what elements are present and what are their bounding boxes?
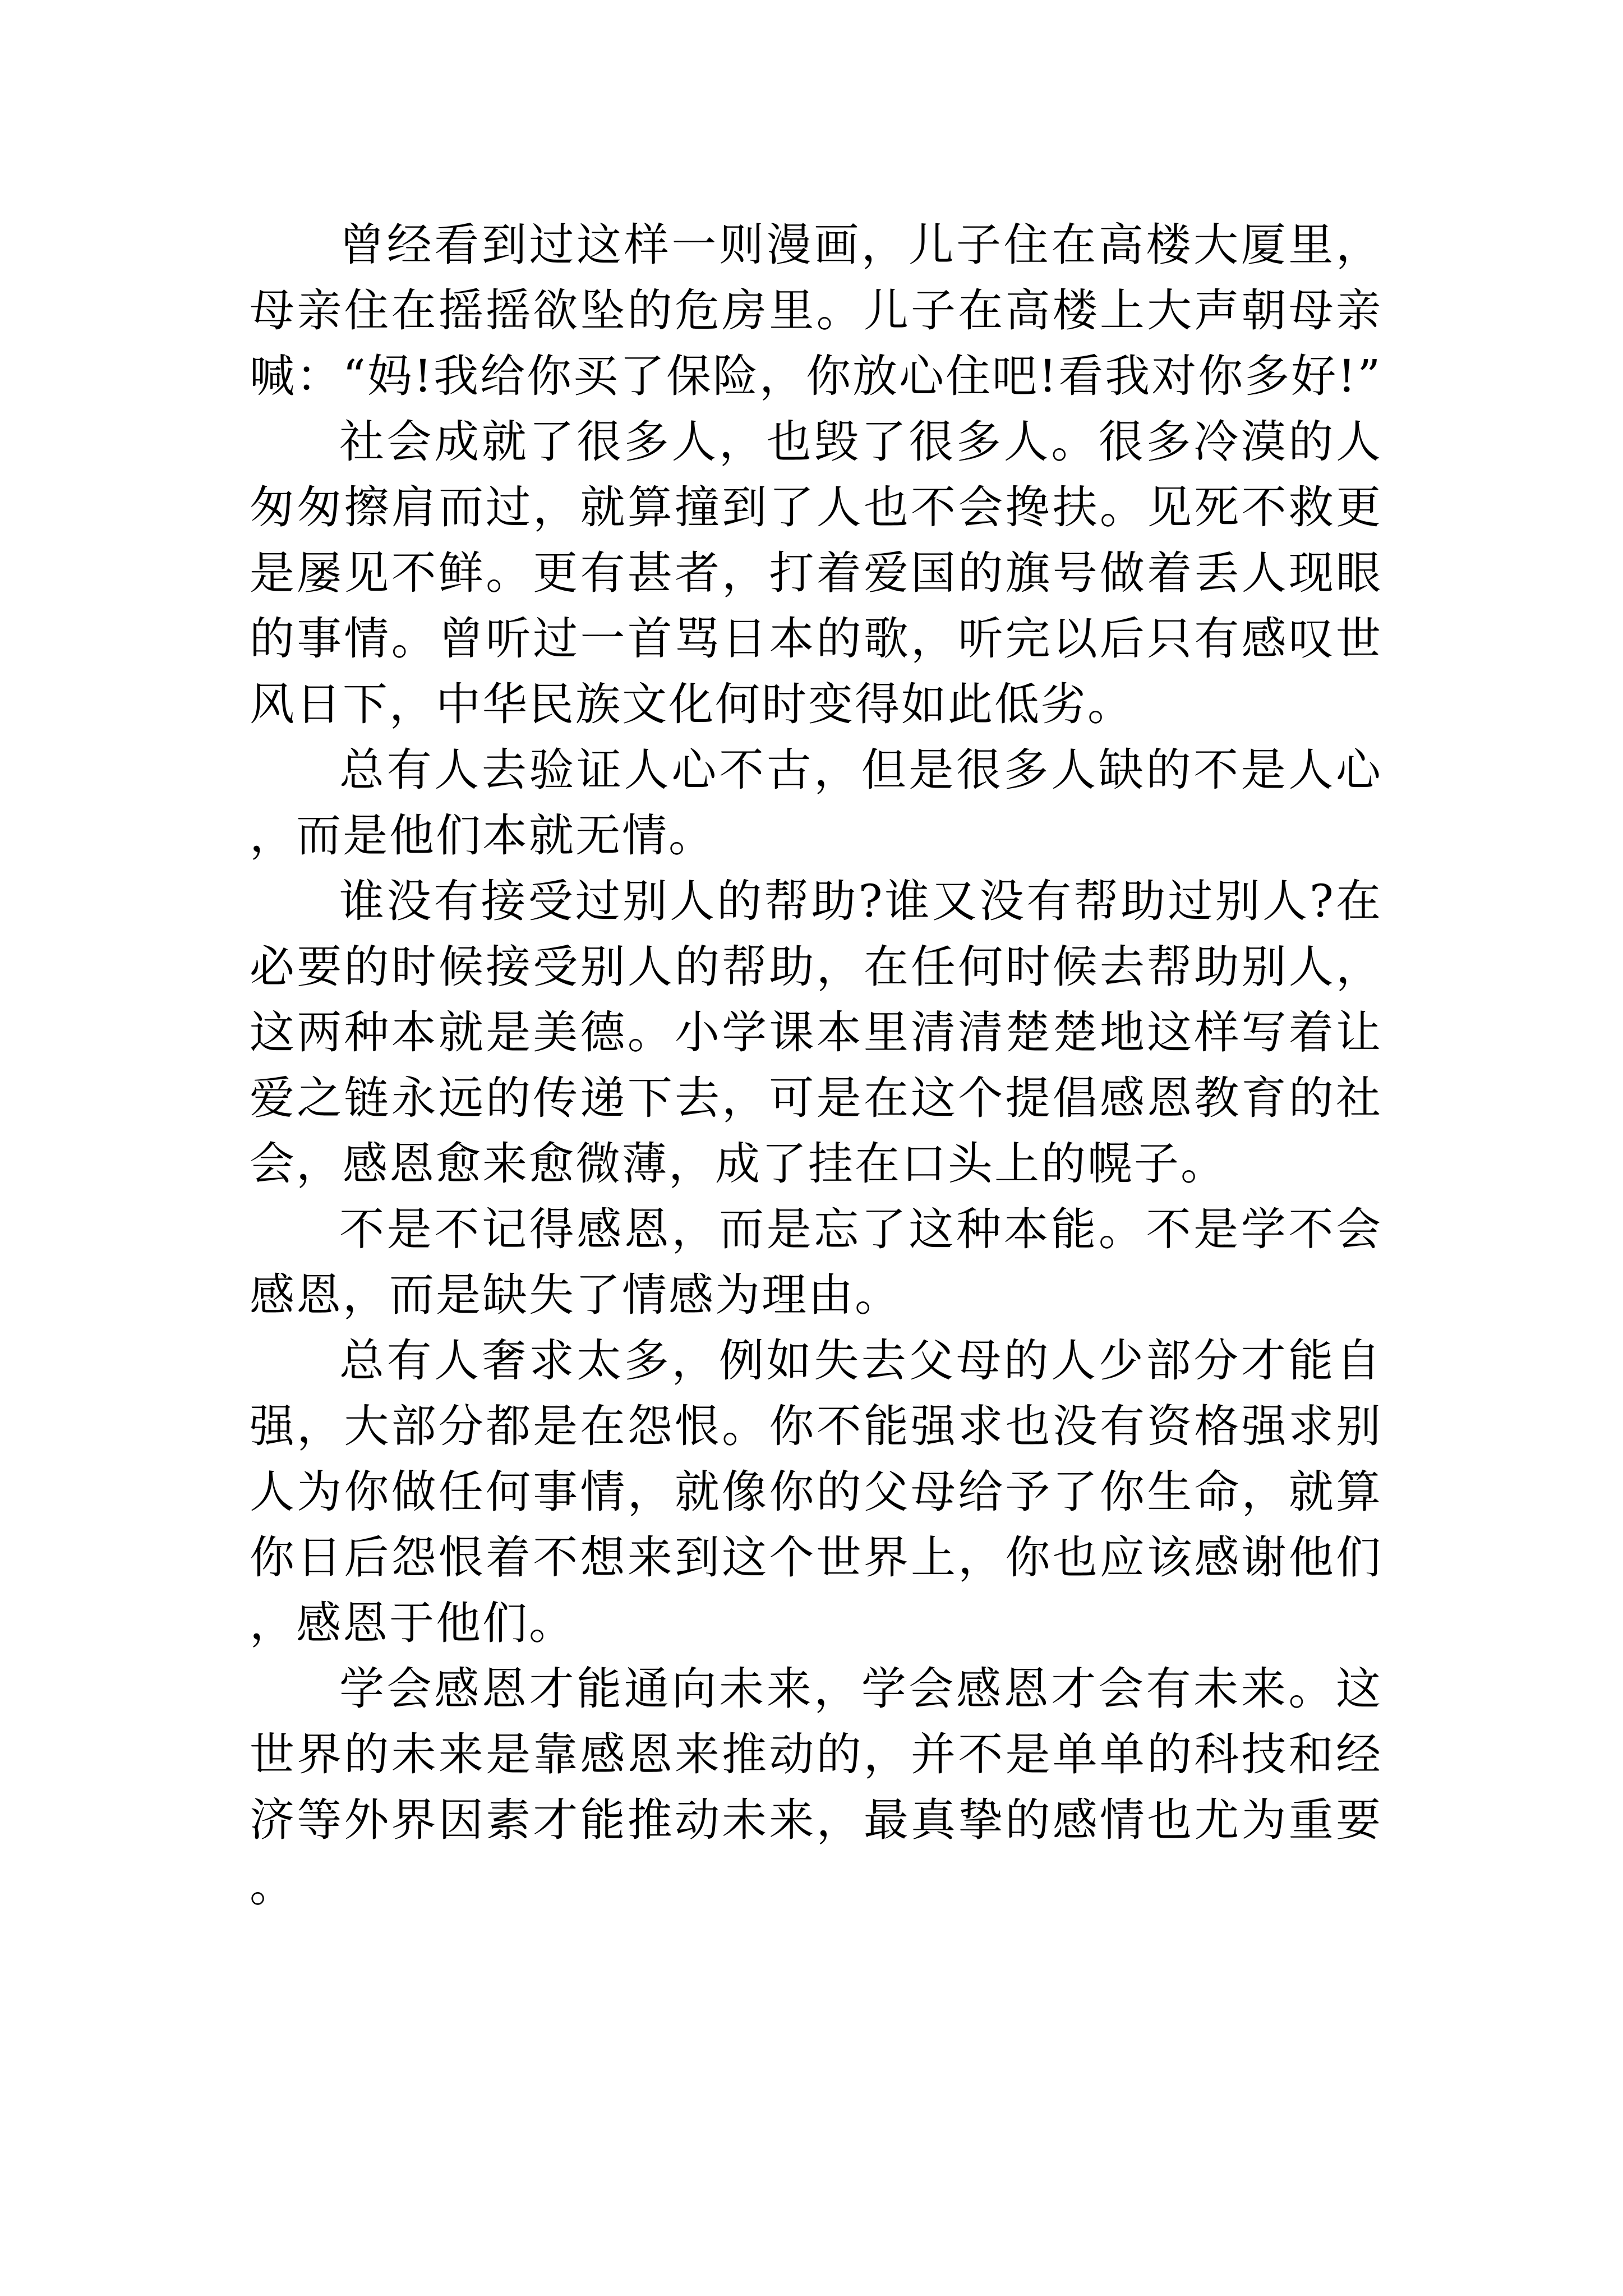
paragraph-7: 学会感恩才能通向未来，学会感恩才会有未来。这世界的未来是靠感恩来推动的，并不是单单的科技和经济等外界因素才能推动未来，最真挚的感情也尤为重要。 (250, 1663, 1382, 1912)
essay-body (250, 212, 1382, 1918)
paragraph-6: 总有人奢求太多，例如失去父母的人少部分才能自强，大部分都是在怨恨。你不能强求也没有资格强求别人为你做任何事情，就像你的父母给予了你生命，就算你日后怨恨着不想来到这个世界上，你也应该感谢他们，感恩于他们。 (250, 1335, 1382, 1649)
paragraph-4: 谁没有接受过别人的帮助?谁又没有帮助过别人?在必要的时候接受别人的帮助，在任何时候去帮助别人，这两种本就是美德。小学课本里清清楚楚地这样写着让爱之链永远的传递下去，可是在这个提倡感恩教育的社会，感恩愈来愈微薄，成了挂在口头上的幌子。 (250, 875, 1382, 1190)
paragraph-5: 不是不记得感恩，而是忘了这种本能。不是学不会感恩，而是缺失了情感为理由。 (250, 1203, 1382, 1321)
paragraph-2: 社会成就了很多人，也毁了很多人。很多冷漠的人匆匆擦肩而过，就算撞到了人也不会搀扶。见死不救更是屡见不鲜。更有甚者，打着爱国的旗号做着丢人现眼的事情。曾听过一首骂日本的歌，听完以后只有感叹世风日下，中华民族文化何时变得如此低劣。 (250, 416, 1382, 730)
paragraph-3: 总有人去验证人心不古，但是很多人缺的不是人心，而是他们本就无情。 (250, 744, 1382, 862)
paragraph-1: 曾经看到过这样一则漫画，儿子住在高楼大厦里，母亲住在摇摇欲坠的危房里。儿子在高楼上大声朝母亲喊：“妈!我给你买了保险，你放心住吧!看我对你多好!” (250, 219, 1382, 402)
